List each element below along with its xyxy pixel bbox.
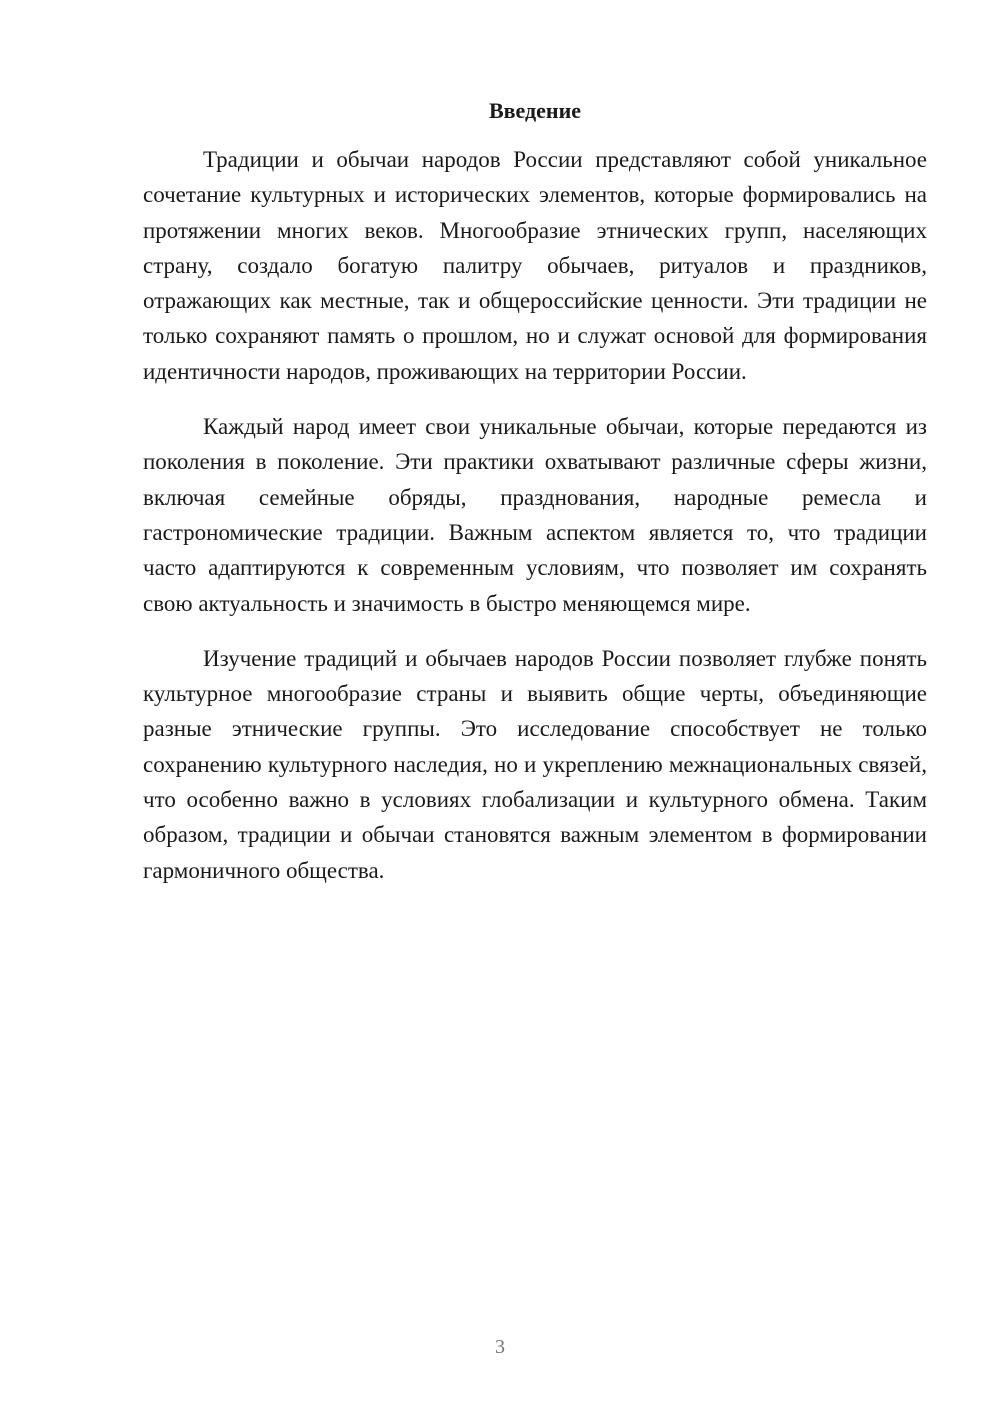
paragraph-3: Изучение традиций и обычаев народов России позволяет глубже понять культурное многообразие страны и выявить общие черты, объединяющие разные этнические группы. Это исследование способствует не только сохранению культурного наследия, но и укреплению межнациональных связей, что особенно важно в условиях глобализации и культурного обмена. Таким образом, традиции и обычаи становятся важным элементом в формировании гармоничного общества. bbox=[143, 645, 927, 883]
paragraph-1: Традиции и обычаи народов России представляют собой уникальное сочетание культурных и исторических элементов, которые формировались на протяжении многих веков. Многообразие этнических групп, населяющих страну, создало богатую палитру обычаев, ритуалов и праздников, отражающих как местные, так и общероссийские ценности. Эти традиции не только сохраняют память о прошлом, но и служат основой для формирования идентичности народов, проживающих на территории России. bbox=[143, 147, 927, 384]
section-heading: Введение bbox=[488, 98, 582, 123]
body-text bbox=[143, 142, 927, 908]
paragraph-2: Каждый народ имеет свои уникальные обычаи, которые передаются из поколения в поколение. Эти практики охватывают различные сферы жизни, включая семейные обряды, празднования, народные ремесла и гастрономические традиции. Важным аспектом является то, что традиции часто адаптируются к современным условиям, что позволяет им сохранять свою актуальность и значимость в быстро меняющемся мире. bbox=[143, 414, 927, 616]
page-number: 3 bbox=[495, 1336, 505, 1358]
